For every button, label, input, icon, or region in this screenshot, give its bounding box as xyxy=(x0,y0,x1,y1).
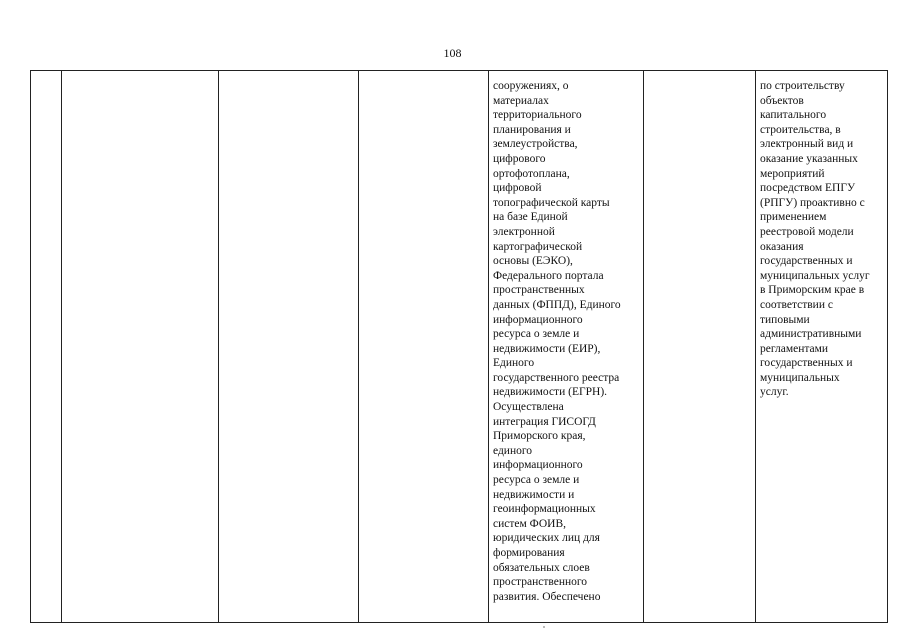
table-cell-2 xyxy=(62,71,219,623)
cell-text-result: по строительству объектов капитального строительства, в электронный вид и оказание указанных мероприятий посредством ЕПГУ (РПГУ) проактивно с применением реестровой модели оказания государственных и муниципальных услуг в Приморским крае в соответствии с типовыми административными регламентами государственных и муниципальных услуг. xyxy=(760,80,870,399)
cell-text-implementation: сооружениях, о материалах территориального планирования и землеустройства, цифрового ортофотоплана, цифровой топографической карты на базе Единой электронной картографической основы (ЕЭКО), Федерального портала пространственных данных (ФППД), Единого информационного ресурса о земле и недвижимости (ЕИР), Единого государственного реестра недвижимости (ЕГРН). Осуществлена интеграция ГИСОГД Приморского края, единого информационного ресурса о земле и недвижимости и геоинформационных систем ФОИВ, юридических лиц для формирования обязательных слоев пространственного развития. Обеспечено xyxy=(493,80,621,603)
table-cell-4 xyxy=(359,71,489,623)
document-table xyxy=(30,70,888,623)
table-cell-5 xyxy=(489,71,644,623)
scan-artifact xyxy=(543,626,545,628)
table-cell-6 xyxy=(644,71,756,623)
table-cell-1 xyxy=(31,71,62,623)
table-row xyxy=(31,71,888,623)
page-number: 108 xyxy=(443,46,462,60)
table-cell-7 xyxy=(756,71,888,623)
table-cell-3 xyxy=(219,71,359,623)
